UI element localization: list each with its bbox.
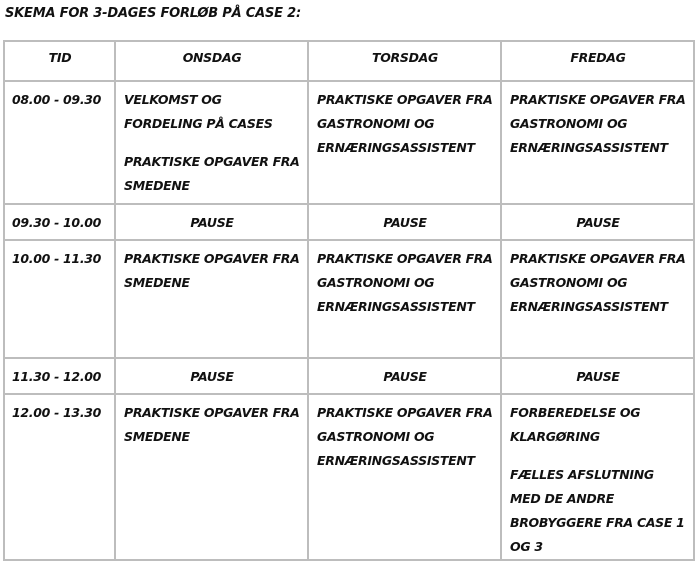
cell-text: PRAKTISKE OPGAVER FRA SMEDENE [124,405,300,444]
table-header-row [4,41,694,81]
header-onsdag: ONSDAG [115,41,308,81]
cell-text: PRAKTISKE OPGAVER FRA GASTRONOMI OG ERNÆRINGSASSISTENT [510,251,686,314]
torsdag-cell [308,81,501,204]
time-cell: 12.00 - 13.30 [4,394,115,560]
table-row [4,204,694,240]
table-row [4,358,694,394]
onsdag-cell [115,240,308,358]
time-cell: 08.00 - 09.30 [4,81,115,204]
torsdag-cell [308,394,501,560]
time-cell: 10.00 - 11.30 [4,240,115,358]
cell-text: FORBEREDELSE OG KLARGØRING [510,405,641,444]
fredag-cell: PAUSE [501,358,694,394]
table-row [4,240,694,358]
schedule-table [3,40,695,561]
header-tid: TID [4,41,115,81]
onsdag-cell [115,394,308,560]
header-fredag: FREDAG [501,41,694,81]
cell-text: PRAKTISKE OPGAVER FRA GASTRONOMI OG ERNÆRINGSASSISTENT [317,251,493,314]
cell-text: PRAKTISKE OPGAVER FRA GASTRONOMI OG ERNÆRINGSASSISTENT [317,92,493,155]
fredag-cell [501,240,694,358]
table-row [4,81,694,204]
cell-text: PRAKTISKE OPGAVER FRA GASTRONOMI OG ERNÆRINGSASSISTENT [510,92,686,155]
onsdag-cell [115,81,308,204]
cell-text: PRAKTISKE OPGAVER FRA GASTRONOMI OG ERNÆRINGSASSISTENT [317,405,493,468]
onsdag-cell: PAUSE [115,358,308,394]
cell-text: PRAKTISKE OPGAVER FRA SMEDENE [124,251,300,290]
header-torsdag: TORSDAG [308,41,501,81]
table-row [4,394,694,560]
fredag-cell [501,81,694,204]
cell-text: PRAKTISKE OPGAVER FRA SMEDENE [124,154,300,193]
cell-text: VELKOMST OG FORDELING PÅ CASES [124,92,273,131]
time-cell: 09.30 - 10.00 [4,204,115,240]
cell-text: FÆLLES AFSLUTNING MED DE ANDRE BROBYGGERE FRA CASE 1 OG 3 [510,467,685,554]
fredag-cell: PAUSE [501,204,694,240]
page-title: SKEMA FOR 3-DAGES FORLØB PÅ CASE 2: [5,6,302,21]
torsdag-cell: PAUSE [308,204,501,240]
torsdag-cell [308,240,501,358]
onsdag-cell: PAUSE [115,204,308,240]
fredag-cell [501,394,694,560]
time-cell: 11.30 - 12.00 [4,358,115,394]
torsdag-cell: PAUSE [308,358,501,394]
